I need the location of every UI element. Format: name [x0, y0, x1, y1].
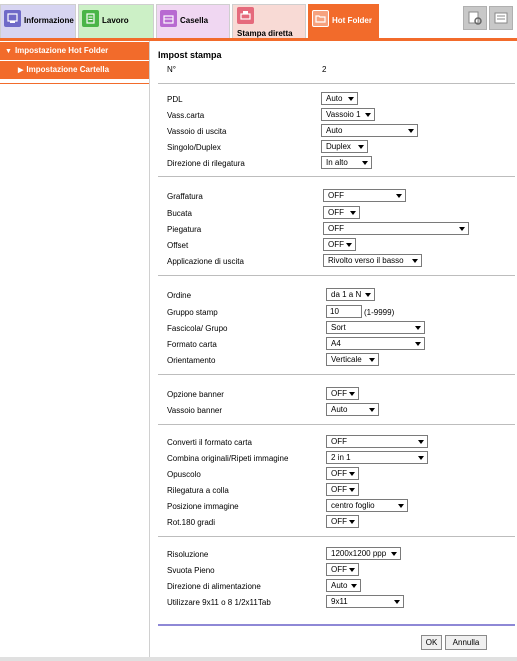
- print-group-input[interactable]: 10: [326, 305, 362, 318]
- paper-size-label: Formato carta: [167, 340, 217, 349]
- chevron-down-icon: [398, 504, 404, 508]
- ok-button[interactable]: OK: [421, 635, 442, 650]
- binding-direction-label: Direzione di rilegatura: [167, 159, 245, 168]
- resolution-select[interactable]: 1200x1200 ppp: [326, 547, 401, 560]
- triangle-down-icon: ▼: [5, 48, 12, 55]
- chevron-down-icon: [415, 326, 421, 330]
- tab-informazione[interactable]: [0, 4, 76, 38]
- tab-stampa-diretta[interactable]: [232, 4, 306, 38]
- section-divider: [158, 424, 515, 425]
- chevron-down-icon: [408, 129, 414, 133]
- tab-hot-folder-label: Hot Folder: [332, 16, 372, 25]
- chevron-down-icon: [396, 194, 402, 198]
- chevron-down-icon: [415, 342, 421, 346]
- chevron-down-icon: [348, 97, 354, 101]
- combine-originals-select[interactable]: 2 in 1: [326, 451, 428, 464]
- stapling-select[interactable]: OFF: [323, 189, 406, 202]
- booklet-label: Opuscolo: [167, 470, 201, 479]
- feed-direction-select[interactable]: Auto: [326, 579, 361, 592]
- sidebar-item-folder-settings[interactable]: [0, 61, 149, 79]
- section-divider: [158, 374, 515, 375]
- chevron-down-icon: [349, 488, 355, 492]
- chevron-down-icon: [349, 520, 355, 524]
- chevron-down-icon: [349, 472, 355, 476]
- information-icon: [4, 10, 21, 27]
- rotate-180-label: Rot.180 gradi: [167, 518, 216, 527]
- banner-option-select[interactable]: OFF: [326, 387, 359, 400]
- punch-select[interactable]: OFF: [323, 206, 360, 219]
- chevron-down-icon: [362, 161, 368, 165]
- perfect-binding-select[interactable]: OFF: [326, 483, 359, 496]
- chevron-down-icon: [365, 293, 371, 297]
- folding-select[interactable]: OFF: [323, 222, 469, 235]
- sidebar-item-label: Impostazione Cartella: [26, 65, 110, 74]
- banner-tray-select[interactable]: Auto: [326, 403, 379, 416]
- tab-stampa-diretta-label: Stampa diretta: [237, 29, 293, 38]
- chevron-down-icon: [459, 227, 465, 231]
- section-divider: [158, 275, 515, 276]
- tab-informazione-label: Informazione: [24, 16, 74, 25]
- chevron-down-icon: [365, 113, 371, 117]
- cancel-button[interactable]: Annulla: [445, 635, 487, 650]
- chevron-down-icon: [394, 600, 400, 604]
- resolution-label: Risoluzione: [167, 550, 209, 559]
- use-tab-size-select[interactable]: 9x11: [326, 595, 404, 608]
- convert-paper-size-label: Converti il formato carta: [167, 438, 252, 447]
- collate-group-select[interactable]: Sort: [326, 321, 425, 334]
- stapling-label: Graffatura: [167, 192, 203, 201]
- sidebar: [0, 41, 150, 661]
- chevron-down-icon: [391, 552, 397, 556]
- image-position-label: Posizione immagine: [167, 502, 239, 511]
- order-label: Ordine: [167, 291, 192, 300]
- output-application-select[interactable]: Rivolto verso il basso: [323, 254, 422, 267]
- folding-label: Piegatura: [167, 225, 202, 234]
- feed-direction-label: Direzione di alimentazione: [167, 582, 261, 591]
- top-tab-bar: [0, 0, 517, 38]
- use-tab-size-label: Utilizzare 9x11 o 8 1/2x11Tab: [167, 598, 271, 607]
- chevron-down-icon: [346, 243, 352, 247]
- rotate-180-select[interactable]: OFF: [326, 515, 359, 528]
- orientation-label: Orientamento: [167, 356, 216, 365]
- chevron-down-icon: [369, 408, 375, 412]
- page-title: Impost stampa: [158, 50, 222, 60]
- hot-folder-icon: [312, 10, 329, 27]
- offset-select[interactable]: OFF: [323, 238, 356, 251]
- search-settings-icon[interactable]: [463, 6, 487, 30]
- section-divider: [158, 536, 515, 537]
- section-divider: [158, 83, 515, 84]
- tab-hot-folder[interactable]: [308, 4, 379, 38]
- orientation-select[interactable]: Verticale: [326, 353, 379, 366]
- section-divider-bottom: [158, 624, 515, 626]
- sidebar-divider: [0, 83, 149, 84]
- chevron-down-icon: [351, 584, 357, 588]
- tab-lavoro-label: Lavoro: [102, 16, 129, 25]
- output-application-label: Applicazione di uscita: [167, 257, 244, 266]
- main-panel: [151, 41, 517, 661]
- window-bottom-edge: [0, 657, 517, 661]
- sidebar-item-label: Impostazione Hot Folder: [14, 46, 109, 55]
- banner-option-label: Opzione banner: [167, 390, 224, 399]
- chevron-down-icon: [358, 145, 364, 149]
- convert-paper-size-select[interactable]: OFF: [326, 435, 428, 448]
- order-select[interactable]: da 1 a N: [326, 288, 375, 301]
- paper-tray-select[interactable]: Vassoio 1: [321, 108, 375, 121]
- box-icon: [160, 10, 177, 27]
- pdl-select[interactable]: Auto: [321, 92, 358, 105]
- job-icon: [82, 10, 99, 27]
- tab-casella[interactable]: [156, 4, 230, 38]
- section-divider: [158, 176, 515, 177]
- chevron-down-icon: [350, 211, 356, 215]
- offset-label: Offset: [167, 241, 189, 250]
- banner-tray-label: Vassoio banner: [167, 406, 222, 415]
- direct-print-icon: [237, 7, 254, 24]
- print-group-label: Gruppo stamp: [167, 308, 218, 317]
- chevron-down-icon: [418, 456, 424, 460]
- triangle-right-icon: ▶: [18, 67, 24, 74]
- collate-group-label: Fascicola/ Grupo: [167, 324, 228, 333]
- chevron-down-icon: [418, 440, 424, 444]
- print-group-range-hint: (1-9999): [364, 308, 395, 317]
- simplex-duplex-label: Singolo/Duplex: [167, 143, 221, 152]
- number-label: N°: [167, 65, 176, 74]
- perfect-binding-label: Rilegatura a colla: [167, 486, 229, 495]
- list-view-icon[interactable]: [489, 6, 513, 30]
- tab-lavoro[interactable]: [78, 4, 154, 38]
- tab-casella-label: Casella: [180, 16, 209, 25]
- combine-originals-label: Combina originali/Ripeti immagine: [167, 454, 289, 463]
- sidebar-item-hot-folder-settings[interactable]: [0, 42, 149, 60]
- pdl-label: PDL: [167, 95, 183, 104]
- chevron-down-icon: [349, 392, 355, 396]
- output-tray-label: Vassoio di uscita: [167, 127, 227, 136]
- output-tray-select[interactable]: Auto: [321, 124, 418, 137]
- punch-label: Bucata: [167, 209, 192, 218]
- image-position-select[interactable]: centro foglio: [326, 499, 408, 512]
- binding-direction-select[interactable]: In alto: [321, 156, 372, 169]
- chevron-down-icon: [349, 568, 355, 572]
- empty-full-label: Svuota Pieno: [167, 566, 215, 575]
- simplex-duplex-select[interactable]: Duplex: [321, 140, 368, 153]
- paper-tray-label: Vass.carta: [167, 111, 205, 120]
- number-value: 2: [322, 65, 327, 74]
- chevron-down-icon: [369, 358, 375, 362]
- booklet-select[interactable]: OFF: [326, 467, 359, 480]
- chevron-down-icon: [412, 259, 418, 263]
- empty-full-select[interactable]: OFF: [326, 563, 359, 576]
- paper-size-select[interactable]: A4: [326, 337, 425, 350]
